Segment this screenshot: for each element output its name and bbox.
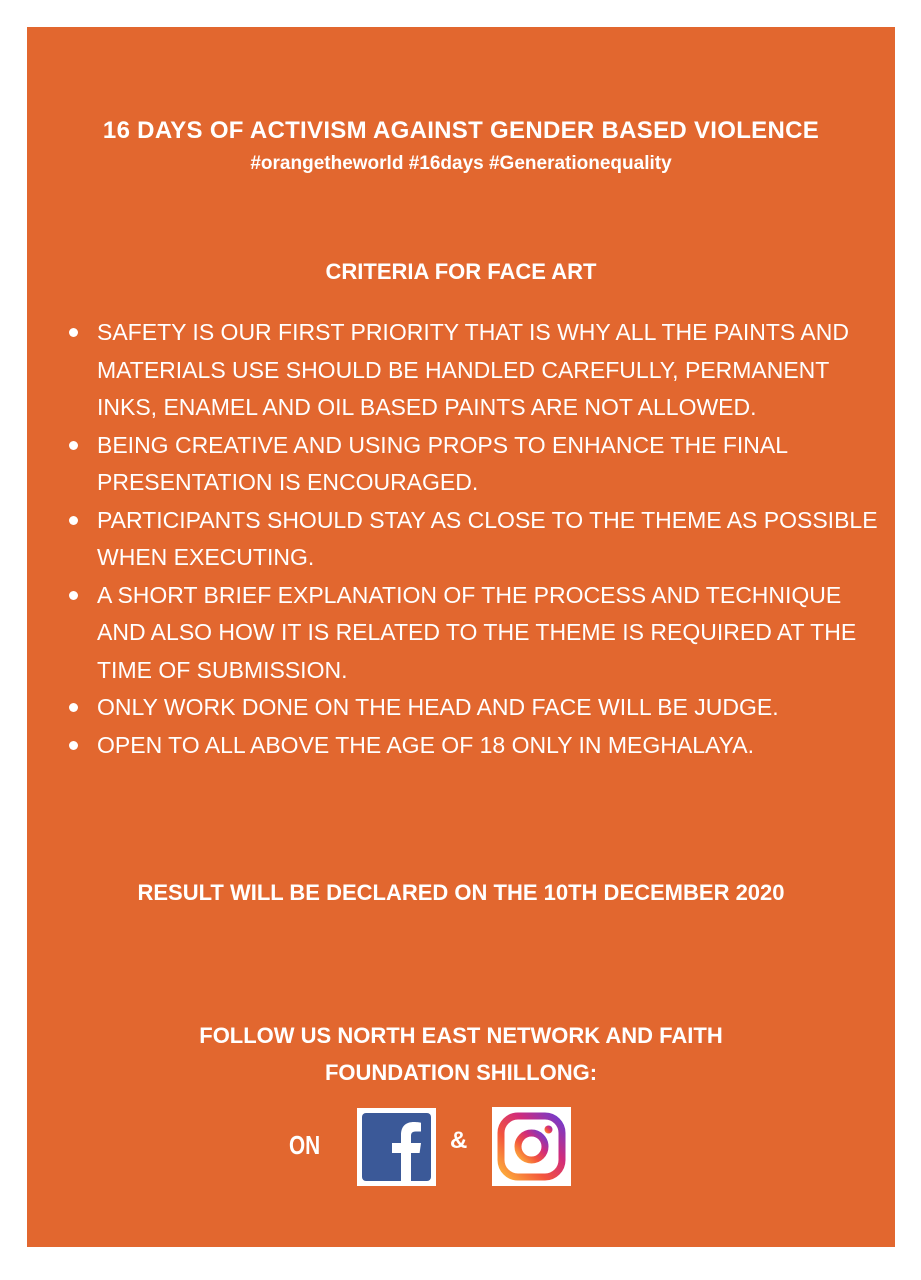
instagram-icon[interactable]	[492, 1107, 571, 1186]
follow-us-text	[27, 1017, 895, 1091]
follow-line-1: FOLLOW US NORTH EAST NETWORK AND FAITH	[199, 1023, 723, 1048]
criteria-text: OPEN TO ALL ABOVE THE AGE OF 18 ONLY IN MEGHALAYA.	[97, 731, 755, 758]
criteria-item	[69, 577, 879, 690]
criteria-list	[69, 314, 879, 764]
hashtags: #orangetheworld #16days #Generationequality	[250, 153, 672, 174]
poster	[27, 27, 895, 1247]
criteria-text: A SHORT BRIEF EXPLANATION OF THE PROCESS AND TECHNIQUE AND ALSO HOW IT IS RELATED TO THE THEME IS REQUIRED AT THE TIME OF SUBMISSION.	[97, 581, 857, 683]
bullet-icon	[69, 328, 78, 337]
criteria-item	[69, 727, 879, 765]
follow-line-2: FOUNDATION SHILLONG:	[324, 1060, 598, 1085]
criteria-item	[69, 314, 879, 427]
bullet-icon	[69, 441, 78, 450]
criteria-text: BEING CREATIVE AND USING PROPS TO ENHANCE THE FINAL PRESENTATION IS ENCOURAGED.	[97, 431, 788, 495]
poster-title: 16 DAYS OF ACTIVISM AGAINST GENDER BASED VIOLENCE	[102, 117, 820, 144]
bullet-icon	[69, 741, 78, 750]
criteria-text: PARTICIPANTS SHOULD STAY AS CLOSE TO THE THEME AS POSSIBLE WHEN EXECUTING.	[97, 506, 878, 570]
bullet-icon	[69, 591, 78, 600]
ampersand: &	[450, 1127, 468, 1154]
on-label: ON	[289, 1130, 321, 1160]
bullet-icon	[69, 703, 78, 712]
criteria-text: SAFETY IS OUR FIRST PRIORITY THAT IS WHY ALL THE PAINTS AND MATERIALS USE SHOULD BE HANDLED CAREFULLY, PERMANENT INKS, ENAMEL AND OIL BASED PAINTS ARE NOT ALLOWED.	[97, 319, 849, 420]
criteria-item	[69, 689, 879, 727]
criteria-item	[69, 427, 879, 502]
bullet-icon	[69, 516, 78, 525]
criteria-text: ONLY WORK DONE ON THE HEAD AND FACE WILL BE JUDGE.	[97, 694, 779, 720]
criteria-title: CRITERIA FOR FACE ART	[325, 259, 597, 284]
result-announcement: RESULT WILL BE DECLARED ON THE 10TH DECEMBER 2020	[137, 880, 785, 905]
criteria-item	[69, 502, 879, 577]
facebook-icon[interactable]	[357, 1108, 436, 1186]
